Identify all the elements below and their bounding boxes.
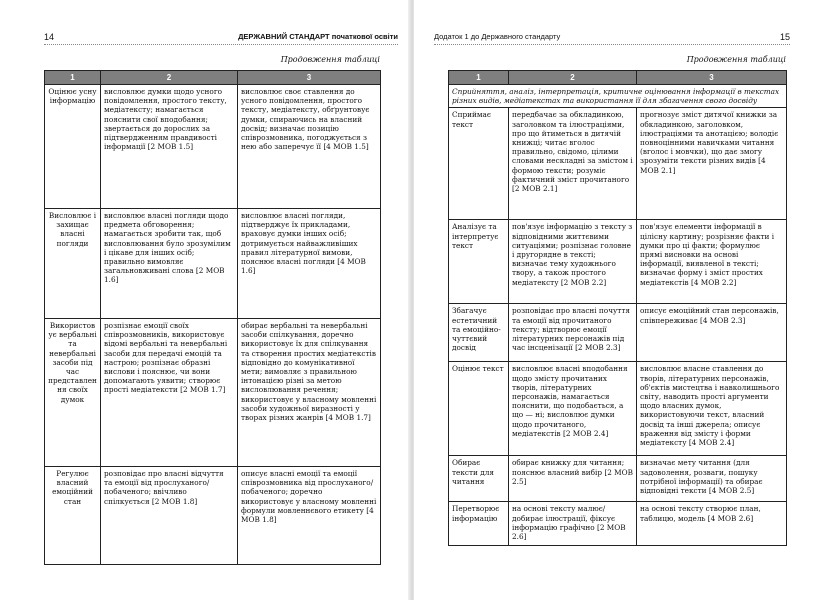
- running-header: Додаток 1 до Державного стандарту: [434, 32, 561, 41]
- grade2-cell: на основі тексту малює/добирає ілюстрації, фіксує інформацію графічно [2 МОВ 2.6]: [509, 502, 637, 546]
- grade4-cell: на основі тексту створює план, таблицю, модель [4 МОВ 2.6]: [637, 502, 787, 546]
- table-row: [449, 220, 787, 304]
- header-rule: [434, 44, 790, 45]
- section-title: Сприйняття, аналіз, інтерпретація, критичне оцінювання інформації в текстах різних видів, медіатекстах та використання її для збагачення свого досвіду: [449, 85, 787, 108]
- table-row: [45, 467, 381, 565]
- grade2-cell: обирає книжку для читання; пояснює власний вибір [2 МОВ 2.5]: [509, 456, 637, 502]
- table-row: [449, 362, 787, 456]
- table-row: [45, 209, 381, 319]
- standards-table: [448, 70, 787, 546]
- grade2-cell: висловлює власні вподобання щодо змісту прочитаних творів, літературних персонажів, намагається пояснити, що подобається, а що — ні; висловлює думки щодо прочитаного, медіатекстів [2 МОВ 2.4]: [509, 362, 637, 456]
- table-row: [449, 456, 787, 502]
- grade2-cell: розповідає про власні відчуття та емоції від прослуханого/побаченого; ввічливо спілкується [2 МОВ 1.8]: [101, 467, 238, 565]
- col-header: 2: [509, 71, 637, 85]
- grade4-cell: описує власні емоції та емоції співрозмовника від прослуханого/побаченого; доречно використовує у власному мовленні формули мовленнєвого етикету [4 МОВ 1.8]: [238, 467, 381, 565]
- skill-cell: Оцінює текст: [449, 362, 509, 456]
- right-page: [414, 0, 829, 600]
- table-row: [449, 502, 787, 546]
- skill-cell: Висловлює і захищає власні погляди: [45, 209, 101, 319]
- page-number: 15: [779, 32, 790, 42]
- grade4-cell: прогнозує зміст дитячої книжки за обкладинкою, заголовком, ілюстраціями та анотацією; володіє повноцінними навичками читання (вголос і мовчки), що дає змогу зрозуміти тексти різних видів [4 МОВ 2.1]: [637, 108, 787, 220]
- grade4-cell: визначає мету читання (для задоволення, розваги, пошуку потрібної інформації) та обирає відповідні тексти [4 МОВ 2.5]: [637, 456, 787, 502]
- col-header: 3: [637, 71, 787, 85]
- grade4-cell: описує емоційний стан персонажів, співпереживає [4 МОВ 2.3]: [637, 304, 787, 362]
- grade4-cell: висловлює власні погляди, підтверджує їх прикладами, враховує думки інших осіб; дотримується найважливіших правил літературної вимови, пояснює власні погляди [4 МОВ 1.6]: [238, 209, 381, 319]
- grade4-cell: висловлює своє ставлення до усного повідомлення, простого тексту, медіатексту, обґрунтовує думки, спираючись на власний досвід; визначає позицію співрозмовника, погоджується з нею або заперечує її [4 МОВ 1.5]: [238, 85, 381, 209]
- col-header: 1: [45, 71, 101, 85]
- header-rule: [44, 44, 398, 45]
- skill-cell: Обирає тексти для читання: [449, 456, 509, 502]
- grade2-cell: висловлює думки щодо усного повідомлення, простого тексту, медіатексту; намагається пояснити свої вподобання; звертається до дорослих за підтвердженням правдивості інформації [2 МОВ 1.5]: [101, 85, 238, 209]
- continuation-note: Продовження таблиці: [280, 55, 380, 64]
- grade4-cell: пов'язує елементи інформації в цілісну картину; розрізняє факти і думки про ці факти; формулює прямі висновки на основі інформації, виявленої в тексті; визначає форму і зміст простих медіатекстів [4 МОВ 2.2]: [637, 220, 787, 304]
- table-header-row: [45, 71, 381, 85]
- grade2-cell: розповідає про власні почуття та емоції від прочитаного тексту; відтворює емоції літературних персонажів під час інсценізації [2 МОВ 2.3]: [509, 304, 637, 362]
- col-header: 2: [101, 71, 238, 85]
- table-row: [45, 319, 381, 467]
- continuation-note: Продовження таблиці: [686, 55, 786, 64]
- col-header: 1: [449, 71, 509, 85]
- skill-cell: Збагачує естетичний та емоційно-чуттєвий досвід: [449, 304, 509, 362]
- skill-cell: Регулює власний емоційний стан: [45, 467, 101, 565]
- grade2-cell: висловлює власні погляди щодо предмета обговорення; намагається зробити так, щоб висловлювання було зрозумілим і цікаве для інших осіб; правильно вимовляє загальновживані слова [2 МОВ 1.6]: [101, 209, 238, 319]
- table-header-row: [449, 71, 787, 85]
- standards-table: [44, 70, 381, 565]
- skill-cell: Перетворює інформацію: [449, 502, 509, 546]
- page-number: 14: [44, 32, 55, 42]
- skill-cell: Аналізує та інтерпретує текст: [449, 220, 509, 304]
- table-row: [45, 85, 381, 209]
- running-header: ДЕРЖАВНИЙ СТАНДАРТ початкової освіти: [238, 32, 398, 41]
- left-page: [0, 0, 410, 600]
- col-header: 3: [238, 71, 381, 85]
- grade2-cell: передбачає за обкладинкою, заголовком та ілюстраціями, про що йтиметься в дитячій книжці; читає вголос правильно, свідомо, цілими словами нескладні за змістом і формою тексти; розуміє фактичний зміст прочитаного [2 МОВ 2.1]: [509, 108, 637, 220]
- table-row: [449, 108, 787, 220]
- skill-cell: Сприймає текст: [449, 108, 509, 220]
- grade2-cell: розпізнає емоції своїх співрозмовників, використовує відомі вербальні та невербальні засоби для передачі емоцій та настрою; розпізнає образні вислови і пояснює, чи вони допомагають уявити; створює прості медіатексти [2 МОВ 1.7]: [101, 319, 238, 467]
- grade4-cell: обирає вербальні та невербальні засоби спілкування, доречно використовує їх для спілкування та створення простих медіатекстів відповідно до комунікативної мети; вимовляє з правильною інтонацією різні за метою висловлювання речення; використовує у власному мовленні засоби художньої виразності у творах різних жанрів [4 МОВ 1.7]: [238, 319, 381, 467]
- section-row: [449, 85, 787, 108]
- table-row: [449, 304, 787, 362]
- grade2-cell: пов'язує інформацію з тексту з відповідними життєвими ситуаціями; розпізнає головне і другорядне в тексті; визначає тему художнього твору, а також простого медіатексту [2 МОВ 2.2]: [509, 220, 637, 304]
- skill-cell: Використовує вербальні та невербальні засоби під час представлення своїх думок: [45, 319, 101, 467]
- grade4-cell: висловлює власне ставлення до творів, літературних персонажів, об'єктів мистецтва і навколишнього світу, наводить прості аргументи щодо власних думок, використовуючи текст, власний досвід та інші джерела; описує враження від змісту і форми медіатексту [4 МОВ 2.4]: [637, 362, 787, 456]
- skill-cell: Оцінює усну інформацію: [45, 85, 101, 209]
